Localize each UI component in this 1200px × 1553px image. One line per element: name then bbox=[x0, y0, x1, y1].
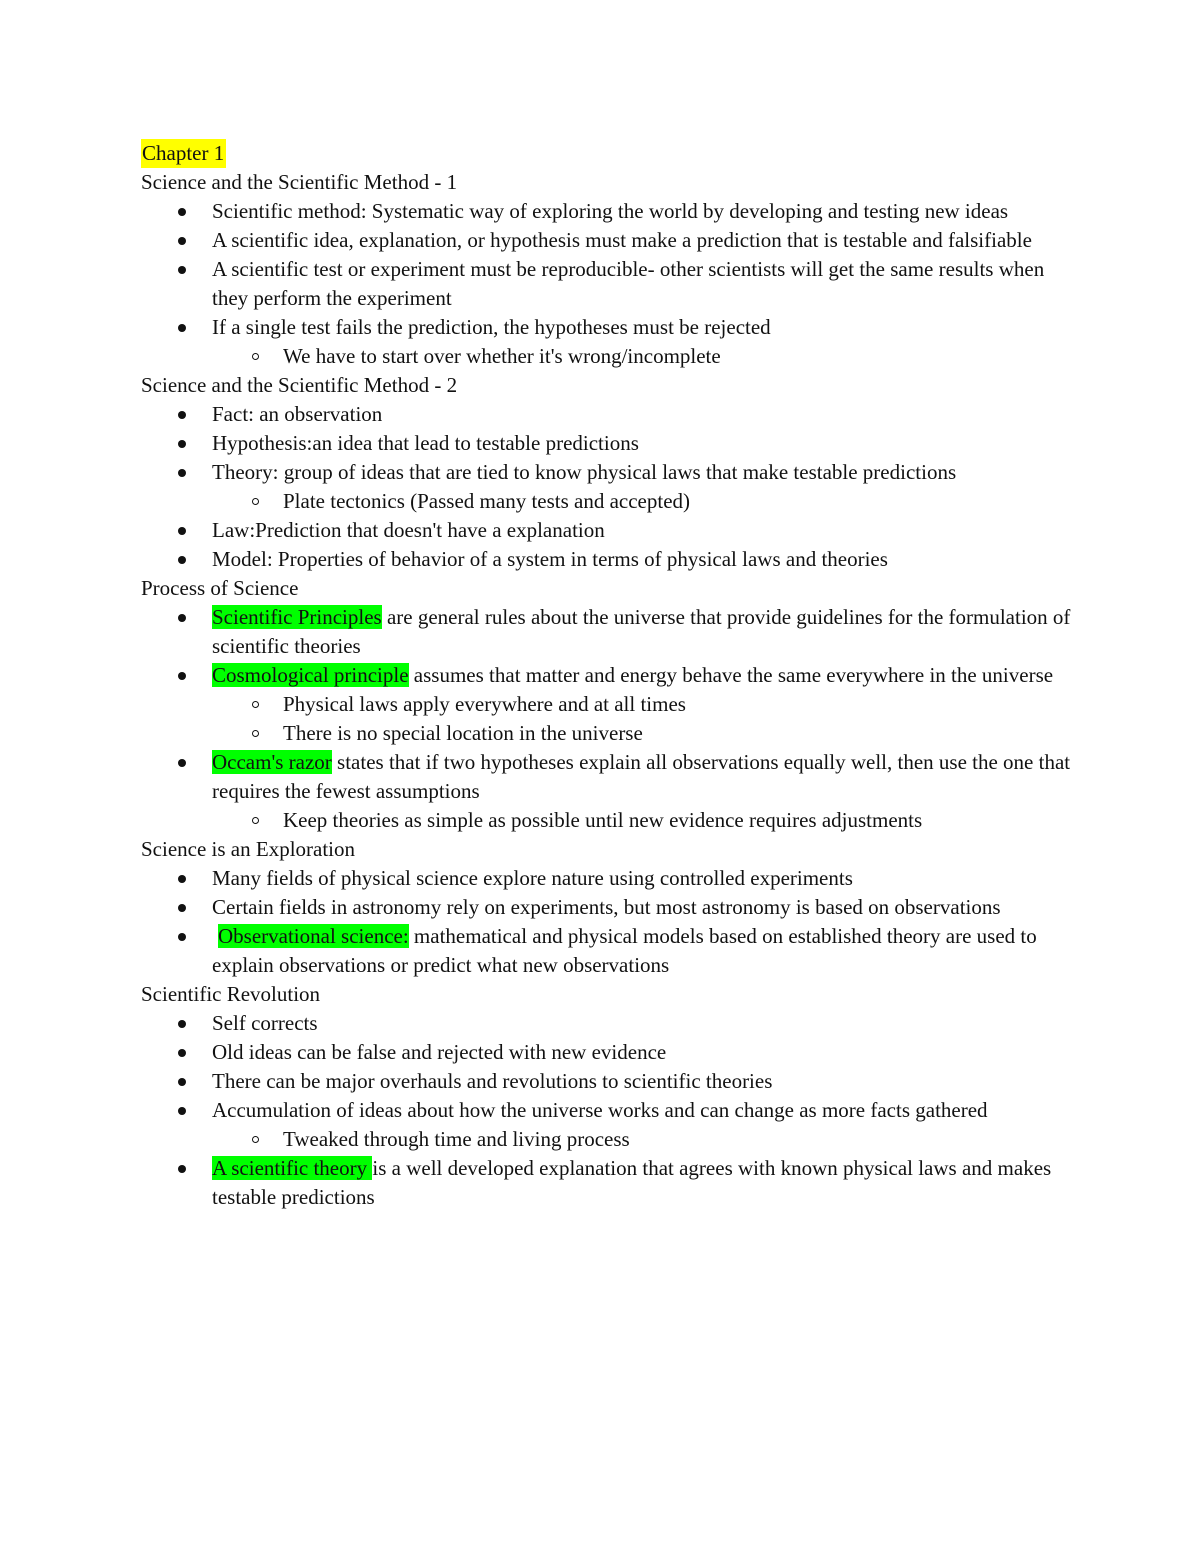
highlighted-term: Occam's razor bbox=[212, 750, 332, 774]
solid-bullet-icon bbox=[178, 324, 186, 332]
solid-bullet-icon bbox=[178, 411, 186, 419]
bullet-item bbox=[141, 545, 1071, 574]
bullet-item bbox=[141, 893, 1071, 922]
bullet-text: Physical laws apply everywhere and at all times bbox=[283, 692, 686, 716]
notes-body bbox=[141, 139, 1071, 1212]
bullet-item bbox=[141, 661, 1071, 690]
bullet-item bbox=[141, 1096, 1071, 1125]
hollow-bullet-icon bbox=[252, 817, 259, 824]
section-heading: Science and the Scientific Method - 2 bbox=[141, 373, 458, 397]
sections-container bbox=[141, 168, 1071, 1212]
highlighted-term: Scientific Principles bbox=[212, 605, 382, 629]
bullet-item bbox=[141, 226, 1071, 255]
bullet-item bbox=[141, 313, 1071, 342]
solid-bullet-icon bbox=[178, 1020, 186, 1028]
solid-bullet-icon bbox=[178, 1049, 186, 1057]
chapter-title bbox=[141, 139, 1071, 168]
bullet-text: assumes that matter and energy behave the same everywhere in the universe bbox=[408, 663, 1054, 687]
hollow-bullet-icon bbox=[252, 701, 259, 708]
hollow-bullet-icon bbox=[252, 730, 259, 737]
bullet-text: Self corrects bbox=[212, 1011, 318, 1035]
bullet-text: states that if two hypotheses explain all observations equally well, then use the one that requires the fewest assumptions bbox=[212, 750, 1071, 803]
solid-bullet-icon bbox=[178, 875, 186, 883]
bullet-text: Hypothesis:an idea that lead to testable predictions bbox=[212, 431, 639, 455]
bullet-text: is a well developed explanation that agrees with known physical laws and makes testable predictions bbox=[212, 1156, 1052, 1209]
bullet-text: are general rules about the universe that provide guidelines for the formulation of scientific theories bbox=[212, 605, 1071, 658]
solid-bullet-icon bbox=[178, 759, 186, 767]
bullet-item bbox=[141, 1038, 1071, 1067]
bullet-text: There can be major overhauls and revolutions to scientific theories bbox=[212, 1069, 773, 1093]
bullet-text: Plate tectonics (Passed many tests and accepted) bbox=[283, 489, 691, 513]
bullet-item bbox=[141, 429, 1071, 458]
bullet-text: mathematical and physical models based on established theory are used to explain observations or predict what new observations bbox=[212, 924, 1037, 977]
solid-bullet-icon bbox=[178, 237, 186, 245]
solid-bullet-icon bbox=[178, 672, 186, 680]
bullet-item bbox=[141, 748, 1071, 806]
chapter-label: Chapter 1 bbox=[141, 139, 226, 168]
section-heading: Process of Science bbox=[141, 576, 299, 600]
bullet-text: Certain fields in astronomy rely on experiments, but most astronomy is based on observations bbox=[212, 895, 1001, 919]
bullet-item bbox=[141, 1154, 1071, 1212]
solid-bullet-icon bbox=[178, 527, 186, 535]
solid-bullet-icon bbox=[178, 469, 186, 477]
bullet-item bbox=[141, 864, 1071, 893]
highlighted-term: Observational science: bbox=[218, 924, 409, 948]
bullet-item bbox=[141, 1009, 1071, 1038]
solid-bullet-icon bbox=[178, 266, 186, 274]
solid-bullet-icon bbox=[178, 208, 186, 216]
section-heading: Science and the Scientific Method - 1 bbox=[141, 170, 458, 194]
solid-bullet-icon bbox=[178, 904, 186, 912]
bullet-item bbox=[141, 922, 1071, 980]
hollow-bullet-icon bbox=[252, 498, 259, 505]
bullet-text: Many fields of physical science explore nature using controlled experiments bbox=[212, 866, 853, 890]
sub-bullet-item bbox=[141, 487, 1071, 516]
bullet-item bbox=[141, 197, 1071, 226]
solid-bullet-icon bbox=[178, 1107, 186, 1115]
bullet-text: Fact: an observation bbox=[212, 402, 383, 426]
bullet-item bbox=[141, 603, 1071, 661]
bullet-text: Old ideas can be false and rejected with new evidence bbox=[212, 1040, 667, 1064]
hollow-bullet-icon bbox=[252, 353, 259, 360]
bullet-item bbox=[141, 516, 1071, 545]
solid-bullet-icon bbox=[178, 440, 186, 448]
bullet-item bbox=[141, 458, 1071, 487]
hollow-bullet-icon bbox=[252, 1136, 259, 1143]
sub-bullet-item bbox=[141, 719, 1071, 748]
bullet-text: There is no special location in the universe bbox=[283, 721, 643, 745]
sub-bullet-item bbox=[141, 1125, 1071, 1154]
bullet-text: Theory: group of ideas that are tied to know physical laws that make testable predictions bbox=[212, 460, 957, 484]
bullet-text: If a single test fails the prediction, the hypotheses must be rejected bbox=[212, 315, 771, 339]
bullet-text: Law:Prediction that doesn't have a explanation bbox=[212, 518, 605, 542]
bullet-text: We have to start over whether it's wrong/incomplete bbox=[283, 344, 721, 368]
highlighted-term: A scientific theory bbox=[212, 1156, 373, 1180]
bullet-item bbox=[141, 255, 1071, 313]
bullet-text: Scientific method: Systematic way of exploring the world by developing and testing new ideas bbox=[212, 199, 1009, 223]
bullet-item bbox=[141, 1067, 1071, 1096]
solid-bullet-icon bbox=[178, 1165, 186, 1173]
bullet-text: Model: Properties of behavior of a system in terms of physical laws and theories bbox=[212, 547, 888, 571]
section-heading: Scientific Revolution bbox=[141, 982, 321, 1006]
bullet-text: A scientific test or experiment must be reproducible- other scientists will get the same results when they perform the experiment bbox=[212, 257, 1045, 310]
sub-bullet-item bbox=[141, 690, 1071, 719]
section-heading: Science is an Exploration bbox=[141, 837, 356, 861]
sub-bullet-item bbox=[141, 342, 1071, 371]
bullet-text: Tweaked through time and living process bbox=[283, 1127, 630, 1151]
solid-bullet-icon bbox=[178, 556, 186, 564]
bullet-text: Keep theories as simple as possible until new evidence requires adjustments bbox=[283, 808, 923, 832]
bullet-text: Accumulation of ideas about how the universe works and can change as more facts gathered bbox=[212, 1098, 988, 1122]
bullet-item bbox=[141, 400, 1071, 429]
solid-bullet-icon bbox=[178, 933, 186, 941]
solid-bullet-icon bbox=[178, 614, 186, 622]
highlighted-term: Cosmological principle bbox=[212, 663, 409, 687]
solid-bullet-icon bbox=[178, 1078, 186, 1086]
bullet-text: A scientific idea, explanation, or hypothesis must make a prediction that is testable and falsifiable bbox=[212, 228, 1032, 252]
sub-bullet-item bbox=[141, 806, 1071, 835]
